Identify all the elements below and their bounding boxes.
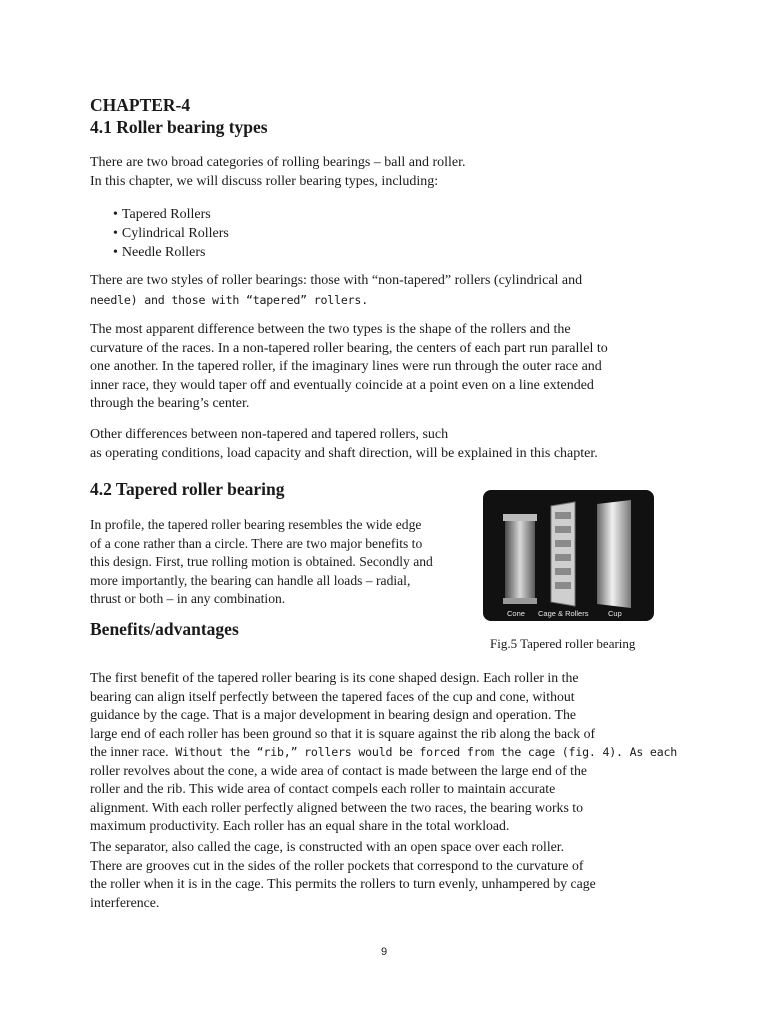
chapter-heading: CHAPTER-4 (90, 95, 191, 115)
roller-type-list (113, 205, 229, 262)
text-line: There are grooves cut in the sides of the roller pockets that correspond to the curvature of (90, 857, 584, 873)
text-line: thrust or both – in any combination. (90, 591, 286, 606)
text-line: of a cone rather than a circle. There are two major benefits to (90, 535, 423, 551)
styles-paragraph (90, 272, 582, 310)
cage-and-rollers-part (551, 502, 575, 606)
text-line: the inner race. (90, 744, 169, 759)
text-line: bearing can align itself perfectly between the tapered faces of the cup and cone, without (90, 688, 575, 704)
text-line: inner race, they would taper off and eventually coincide at a point even on a line extended (90, 377, 594, 393)
cup-part (597, 500, 631, 608)
figure-caption: Fig.5 Tapered roller bearing (490, 636, 636, 651)
intro-paragraph (90, 154, 466, 191)
text-line: large end of each roller has been ground so that it is square against the rib along the back of (90, 725, 596, 741)
text-line: as operating conditions, load capacity and shaft direction, will be explained in this chapter. (90, 445, 598, 461)
styles-line: needle) and those with “tapered” rollers. (90, 292, 368, 307)
intro-line: There are two broad categories of rolling bearings – ball and roller. (90, 155, 466, 170)
list-item: • Cylindrical Rollers (113, 224, 229, 243)
text-line: through the bearing’s center. (90, 396, 250, 411)
text-line-mono: Without the “rib,” rollers would be forced from the cage (fig. 4). (168, 745, 623, 759)
text-line: roller revolves about the cone, a wide area of contact is made between the large end of the (90, 762, 587, 778)
page-number: 9 (380, 946, 388, 958)
text-line: alignment. With each roller perfectly aligned between the two races, the bearing works to (90, 799, 584, 815)
text-line: The separator, also called the cage, is constructed with an open space over each roller. (90, 839, 565, 854)
profile-paragraph (90, 516, 433, 609)
separator-paragraph (90, 838, 596, 912)
text-line: roller and the rib. This wide area of contact compels each roller to maintain accurate (90, 781, 556, 796)
text-line: one another. In the tapered roller, if the imaginary lines were run through the outer race and (90, 359, 602, 374)
list-item: • Tapered Rollers (113, 205, 229, 224)
text-line: this design. First, true rolling motion is obtained. Secondly and (90, 554, 433, 569)
text-line: more importantly, the bearing can handle all loads – radial, (90, 572, 411, 588)
section-title-roller-types: 4.1 Roller bearing types (90, 117, 268, 137)
styles-line: There are two styles of roller bearings: those with “non-tapered” rollers (cylindrical and (90, 273, 583, 288)
figure-label-cage-rollers: Cage & Rollers (538, 609, 589, 618)
figure-label-cone: Cone (507, 609, 525, 618)
text-line: Other differences between non-tapered and tapered rollers, such (90, 427, 449, 442)
section-title-tapered-roller: 4.2 Tapered roller bearing (90, 479, 285, 499)
figure-label-cup: Cup (608, 609, 622, 618)
text-line: The most apparent difference between the two types is the shape of the rollers and the (90, 322, 571, 337)
text-line: guidance by the cage. That is a major development in bearing design and operation. The (90, 707, 577, 722)
text-line: In profile, the tapered roller bearing resembles the wide edge (90, 517, 422, 532)
other-differences-paragraph (90, 426, 598, 463)
cone-part (503, 514, 537, 604)
intro-line: In this chapter, we will discuss roller bearing types, including: (90, 173, 439, 189)
benefit-paragraph (90, 669, 677, 836)
section-title-benefits: Benefits/advantages (90, 619, 239, 639)
list-item: • Needle Rollers (113, 243, 229, 262)
bearing-illustration (483, 490, 654, 621)
text-line: The first benefit of the tapered roller bearing is its cone shaped design. Each roller in the (90, 670, 579, 685)
tapered-roller-bearing-figure (483, 490, 654, 621)
difference-paragraph (90, 321, 608, 414)
text-line: curvature of the races. In a non-tapered roller bearing, the centers of each part run parallel to (90, 340, 608, 356)
text-line: maximum productivity. Each roller has an equal share in the total workload. (90, 818, 510, 833)
text-line: interference. (90, 894, 160, 910)
text-line-mono: As each (622, 745, 678, 759)
text-line: the roller when it is in the cage. This permits the rollers to turn evenly, unhampered by cage (90, 876, 596, 891)
